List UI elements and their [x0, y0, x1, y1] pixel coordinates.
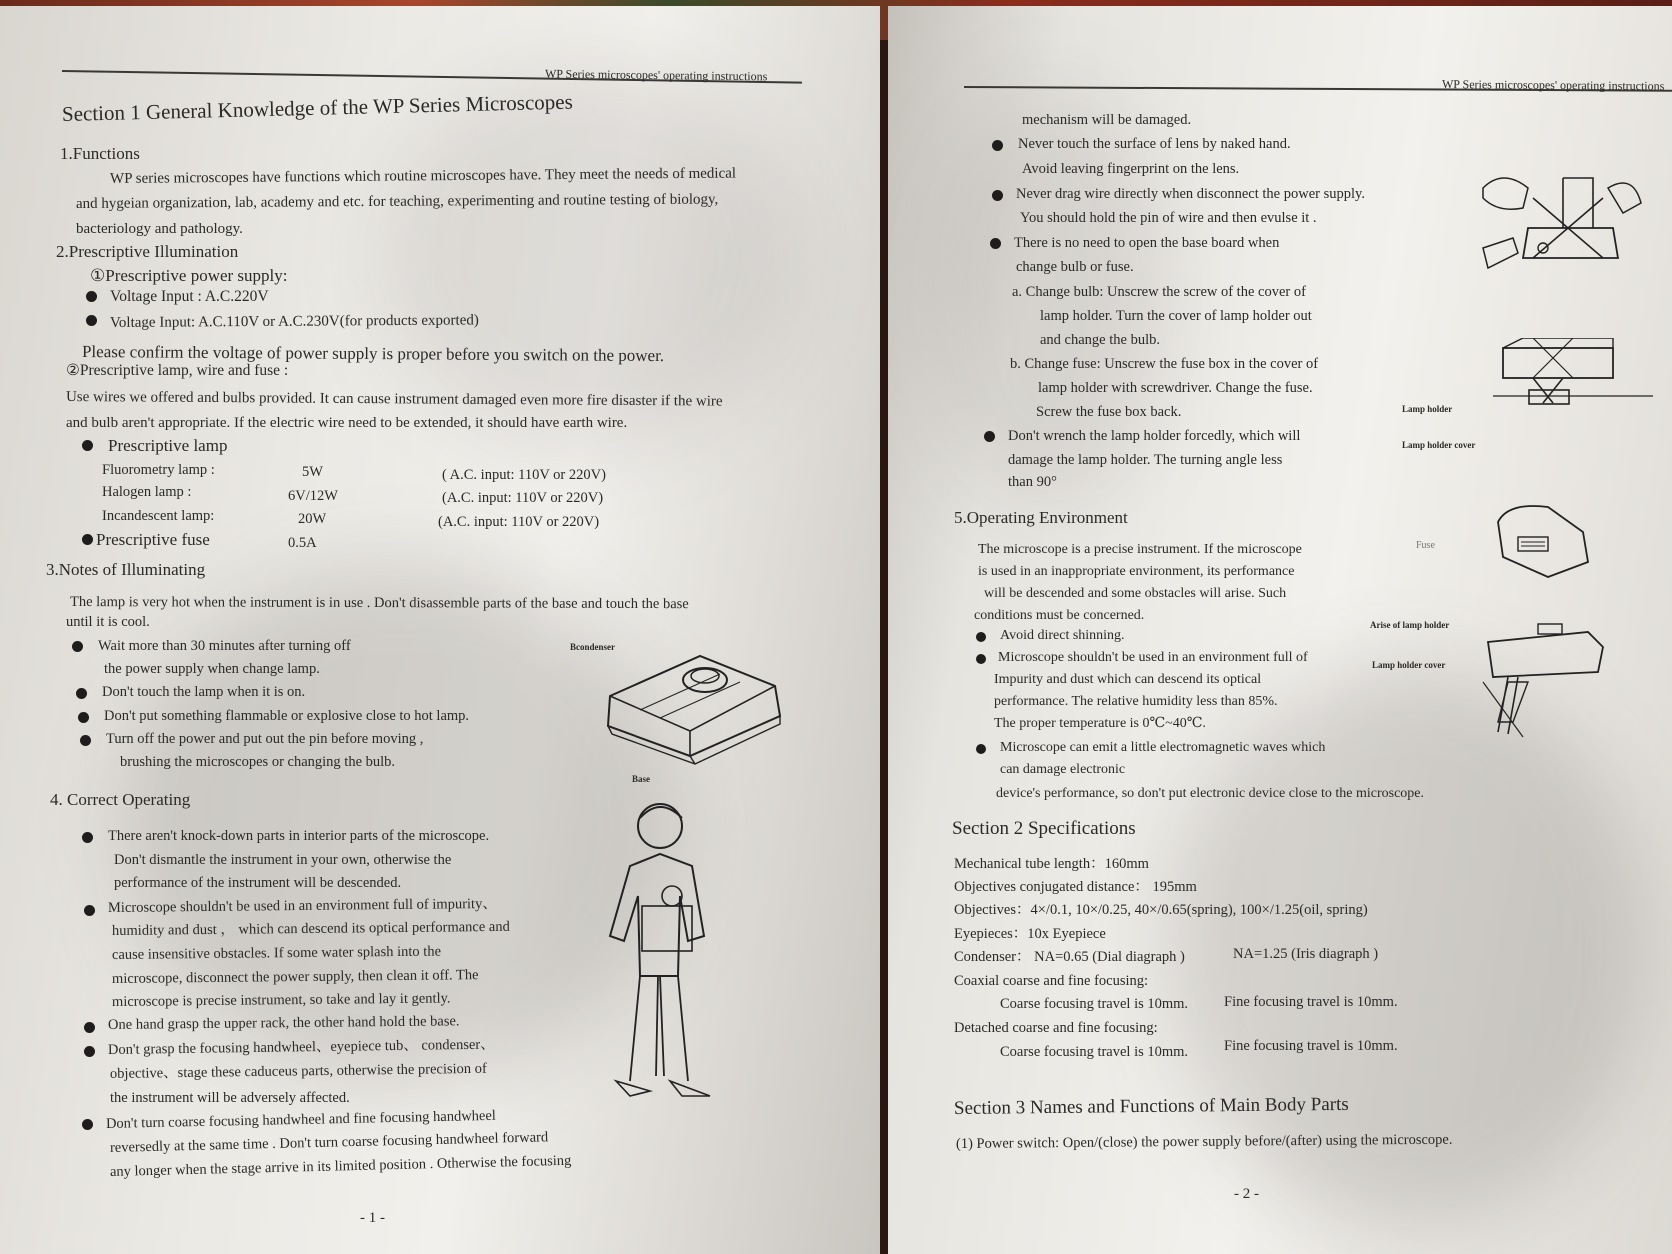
spec-line: Eyepieces：10x Eyepiece	[954, 926, 1106, 942]
notes-bullet-text: the power supply when change lamp.	[104, 661, 320, 677]
functions-heading: 1.Functions	[60, 144, 140, 163]
correct-bullet-text: cause insensitive obstacles. If some water splash into the	[111, 943, 442, 963]
fuse-box-figure	[1488, 502, 1598, 582]
correct-bullet-text: There aren't knock-down parts in interior parts of the microscope.	[108, 828, 490, 844]
bullet	[976, 744, 986, 754]
arise-lamp-holder-label: Arise of lamp holder	[1370, 620, 1450, 630]
env-line: will be descended and some obstacles will arise. Such	[984, 586, 1287, 601]
fine-travel: Fine focusing travel is 10mm.	[1224, 994, 1398, 1010]
env-bullet-text: The proper temperature is 0℃~40℃.	[994, 716, 1206, 731]
spec-line: Coarse focusing travel is 10mm.	[1000, 1044, 1189, 1060]
env-bullet-text: Avoid direct shinning.	[1000, 628, 1125, 643]
prescriptive-lamp-heading: Prescriptive lamp	[108, 436, 228, 455]
env-bullet-text: Impurity and dust which can descend its optical	[994, 672, 1262, 687]
env-line: conditions must be concerned.	[974, 608, 1145, 623]
section3-title: Section 3 Names and Functions of Main Body Parts	[953, 1093, 1349, 1119]
prescriptive-fuse-heading: Prescriptive fuse	[96, 530, 210, 549]
correct-bullet-text: the instrument will be adversely affected.	[110, 1090, 350, 1106]
functions-line: WP series microscopes have functions which routine microscopes have. They meet the needs of medical	[109, 165, 737, 187]
env-bullet-text: Microscope can emit a little electromagnetic waves which	[1000, 740, 1326, 755]
correct-bullet-text: Don't grasp the focusing handwheel、eyepiece tub、 condenser、	[107, 1036, 495, 1058]
notes-line: The lamp is very hot when the instrument is in use . Don't disassemble parts of the base and touch the base	[69, 594, 689, 613]
bullet	[84, 1046, 95, 1057]
voltage-line: Voltage Input: A.C.110V or A.C.230V(for products exported)	[109, 312, 479, 331]
continued-text: mechanism will be damaged.	[1022, 112, 1192, 128]
env-line: is used in an inappropriate environment, its performance	[978, 564, 1295, 579]
base-label: Base	[632, 774, 650, 784]
lamp-power: 5W	[302, 464, 323, 480]
shadow	[380, 66, 800, 446]
condenser-label: Bcondenser	[570, 642, 615, 652]
change-bulb-line: a. Change bulb: Unscrew the screw of the cover of	[1012, 284, 1306, 300]
bullet	[976, 632, 986, 642]
page-number: - 1 -	[360, 1210, 385, 1226]
fuse-value: 0.5A	[288, 535, 317, 551]
bullet	[80, 735, 91, 746]
env-bullet-text: Microscope shouldn't be used in an environment full of	[998, 650, 1308, 665]
change-bulb-line: lamp holder. Turn the cover of lamp holder out	[1040, 308, 1312, 324]
handling-bullet-text: change bulb or fuse.	[1016, 259, 1134, 275]
bullet	[976, 654, 986, 664]
section1-title: Section 1 General Knowledge of the WP Series Microscopes	[61, 89, 574, 126]
fine-travel: Fine focusing travel is 10mm.	[1224, 1038, 1398, 1054]
bullet	[990, 238, 1001, 249]
person-microscope-figure	[600, 796, 730, 1106]
lamp-input: (A.C. input: 110V or 220V)	[442, 490, 604, 506]
notes-line: until it is cool.	[66, 614, 150, 630]
handling-bullet-text: There is no need to open the base board when	[1014, 235, 1280, 251]
lamp-power: 20W	[298, 511, 327, 527]
correct-bullet-text: any longer when the stage arrive in its limited position . Otherwise the focusing	[109, 1152, 572, 1180]
bullet	[86, 291, 97, 302]
correct-bullet-text: objective、stage these caduceus parts, otherwise the precision of	[109, 1060, 487, 1082]
spec-line: Objectives：4×/0.1, 10×/0.25, 40×/0.65(spring), 100×/1.25(oil, spring)	[954, 902, 1368, 918]
lamp-holder-cover-label: Lamp holder cover	[1372, 660, 1446, 670]
lamp-name: Fluorometry lamp :	[102, 462, 215, 478]
spec-line: Mechanical tube length：160mm	[954, 856, 1149, 872]
env-bullet-text: can damage electronic	[1000, 762, 1126, 777]
operating-environment-heading: 5.Operating Environment	[954, 508, 1128, 527]
notes-bullet-text: Don't touch the lamp when it is on.	[102, 684, 306, 700]
lamp-holder-cover-label: Lamp holder cover	[1402, 440, 1476, 450]
page-header: WP Series microscopes' operating instructions	[1441, 77, 1665, 93]
correct-bullet-text: reversedly at the same time . Don't turn coarse focusing handwheel forward	[109, 1129, 549, 1156]
lamp-input: (A.C. input: 110V or 220V)	[438, 514, 600, 530]
handling-bullet-text: Never touch the surface of lens by naked hand.	[1018, 136, 1291, 152]
correct-bullet-text: performance of the instrument will be descended.	[114, 875, 402, 891]
bullet	[84, 1022, 95, 1033]
lamp-wire-heading: ②Prescriptive lamp, wire and fuse :	[66, 362, 289, 379]
change-fuse-line: Screw the fuse box back.	[1036, 404, 1182, 420]
correct-operating-heading: 4. Correct Operating	[50, 790, 191, 809]
wires-line: Use wires we offered and bulbs provided. It can cause instrument damaged even more fire disaster if the wire	[65, 389, 723, 410]
wrench-bullet-text: damage the lamp holder. The turning angle less	[1008, 452, 1283, 468]
env-bullet-text: device's performance, so don't put electronic device close to the microscope.	[996, 786, 1424, 801]
env-bullet-text: performance. The relative humidity less than 85%.	[994, 694, 1278, 709]
wrench-bullet-text: than 90°	[1008, 474, 1057, 490]
base-condenser-figure	[600, 646, 790, 776]
change-bulb-line: and change the bulb.	[1040, 332, 1160, 348]
bullet	[86, 315, 97, 326]
bullet	[82, 534, 93, 545]
condenser-na2: NA=1.25 (Iris diagraph )	[1233, 946, 1379, 962]
unplug-hands-figure	[1473, 168, 1643, 288]
page-header: WP Series microscopes' operating instructions	[544, 66, 768, 84]
functions-line: bacteriology and pathology.	[76, 221, 243, 237]
correct-bullet-text: microscope is precise instrument, so take and lay it gently.	[111, 990, 451, 1010]
wires-line: and bulb aren't appropriate. If the electric wire need to be extended, it should have earth wire.	[66, 415, 628, 431]
power-supply-heading: ①Prescriptive power supply:	[90, 266, 288, 285]
notes-bullet-text: Wait more than 30 minutes after turning off	[98, 638, 351, 654]
lamp-name: Halogen lamp :	[102, 484, 192, 500]
bullet	[82, 1119, 93, 1130]
spec-line: Coarse focusing travel is 10mm.	[1000, 996, 1189, 1012]
power-switch-text: (1) Power switch: Open/(close) the power supply before/(after) using the microscope.	[955, 1131, 1453, 1152]
bullet	[82, 440, 93, 451]
handling-bullet-text: You should hold the pin of wire and then evulse it .	[1020, 210, 1317, 226]
notes-heading: 3.Notes of Illuminating	[46, 560, 206, 579]
handling-bullet-text: Avoid leaving fingerprint on the lens.	[1022, 161, 1240, 177]
page-number: - 2 -	[1234, 1186, 1259, 1202]
right-page	[888, 6, 1672, 1254]
section2-title: Section 2 Specifications	[952, 818, 1136, 839]
lamp-power: 6V/12W	[288, 488, 338, 504]
notes-bullet-text: Don't put something flammable or explosive close to hot lamp.	[104, 708, 470, 724]
bullet	[72, 641, 83, 652]
change-fuse-line: lamp holder with screwdriver. Change the fuse.	[1038, 380, 1313, 396]
bullet	[82, 832, 93, 843]
bullet	[992, 190, 1003, 201]
spec-line: Objectives conjugated distance： 195mm	[954, 879, 1197, 895]
correct-bullet-text: Don't dismantle the instrument in your own, otherwise the	[114, 852, 452, 868]
correct-bullet-text: Don't turn coarse focusing handwheel and fine focusing handwheel	[105, 1107, 497, 1132]
correct-bullet-text: Microscope shouldn't be used in an environment full of impurity、	[107, 895, 497, 916]
bullet	[984, 431, 995, 442]
left-page	[0, 6, 880, 1254]
lamp-holder-figure	[1493, 338, 1653, 418]
spec-line: Coaxial coarse and fine focusing:	[954, 973, 1149, 989]
confirm-text: Please confirm the voltage of power supply is proper before you switch on the power.	[81, 342, 665, 366]
illumination-heading: 2.Prescriptive Illumination	[56, 242, 239, 261]
bullet	[84, 905, 95, 916]
functions-line: and hygeian organization, lab, academy and etc. for teaching, experimenting and routine testing of biology,	[75, 191, 719, 212]
handling-bullet-text: Never drag wire directly when disconnect the power supply.	[1016, 186, 1365, 202]
env-line: The microscope is a precise instrument. If the microscope	[978, 542, 1302, 557]
lamp-cover-turn-figure	[1478, 622, 1618, 742]
correct-bullet-text: One hand grasp the upper rack, the other hand hold the base.	[107, 1013, 460, 1033]
lamp-name: Incandescent lamp:	[102, 508, 215, 524]
change-fuse-line: b. Change fuse: Unscrew the fuse box in the cover of	[1010, 356, 1319, 372]
notes-bullet-text: Turn off the power and put out the pin before moving ,	[106, 731, 424, 747]
bullet	[76, 688, 87, 699]
bullet	[992, 140, 1003, 151]
lamp-holder-label: Lamp holder	[1402, 404, 1453, 414]
correct-bullet-text: humidity and dust ， which can descend its optical performance and	[111, 918, 510, 939]
spec-line: Condenser： NA=0.65 (Dial diagraph )	[954, 949, 1185, 965]
correct-bullet-text: microscope, disconnect the power supply, then clean it off. The	[111, 967, 479, 987]
fuse-label: Fuse	[1416, 540, 1435, 551]
voltage-line: Voltage Input : A.C.220V	[110, 288, 269, 305]
spec-line: Detached coarse and fine focusing:	[954, 1020, 1158, 1036]
wrench-bullet-text: Don't wrench the lamp holder forcedly, which will	[1008, 428, 1301, 444]
bullet	[78, 712, 89, 723]
lamp-input: ( A.C. input: 110V or 220V)	[442, 467, 606, 483]
notes-bullet-text: brushing the microscopes or changing the bulb.	[120, 754, 396, 770]
